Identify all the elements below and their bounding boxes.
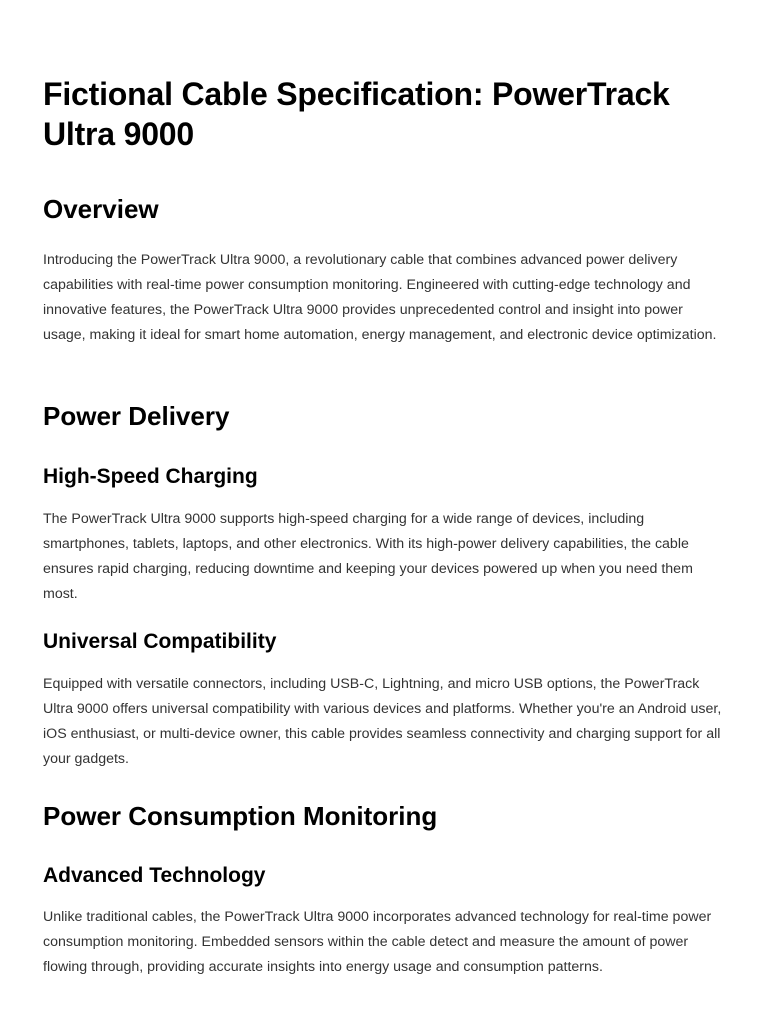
subsection-heading-high-speed-charging: High-Speed Charging [43, 465, 258, 488]
subsection-heading-universal-compatibility: Universal Compatibility [43, 630, 277, 653]
page-title: Fictional Cable Specification: PowerTrack Ultra 9000 [43, 76, 670, 152]
section-heading-power-delivery: Power Delivery [43, 401, 230, 431]
subsection-paragraph-advanced-technology: Unlike traditional cables, the PowerTrack Ultra 9000 incorporates advanced technology for real-time power consumption monitoring. Embedded sensors within the cable detect and measure the amount of power flowing through, providing accurate insights into energy usage and consumption patterns. [43, 909, 712, 975]
section-heading-overview: Overview [43, 194, 159, 224]
section-heading-power-consumption-monitoring: Power Consumption Monitoring [43, 801, 438, 831]
subsection-paragraph-high-speed-charging: The PowerTrack Ultra 9000 supports high-speed charging for a wide range of devices, including smartphones, tablets, laptops, and other electronics. With its high-power delivery capabilities, the cable ensures rapid charging, reducing downtime and keeping your devices powered up when you need them most. [43, 511, 693, 602]
subsection-paragraph-universal-compatibility: Equipped with versatile connectors, including USB-C, Lightning, and micro USB options, the PowerTrack Ultra 9000 offers universal compatibility with various devices and platforms. Whether you're an Android user, iOS enthusiast, or multi-device owner, this cable provides seamless connectivity and charging support for all your gadgets. [43, 676, 722, 767]
section-paragraph-overview: Introducing the PowerTrack Ultra 9000, a revolutionary cable that combines advanced power delivery capabilities with real-time power consumption monitoring. Engineered with cutting-edge technology and innovative features, the PowerTrack Ultra 9000 provides unprecedented control and insight into power usage, making it ideal for smart home automation, energy management, and electronic device optimization. [43, 252, 717, 343]
subsection-heading-advanced-technology: Advanced Technology [43, 864, 266, 887]
